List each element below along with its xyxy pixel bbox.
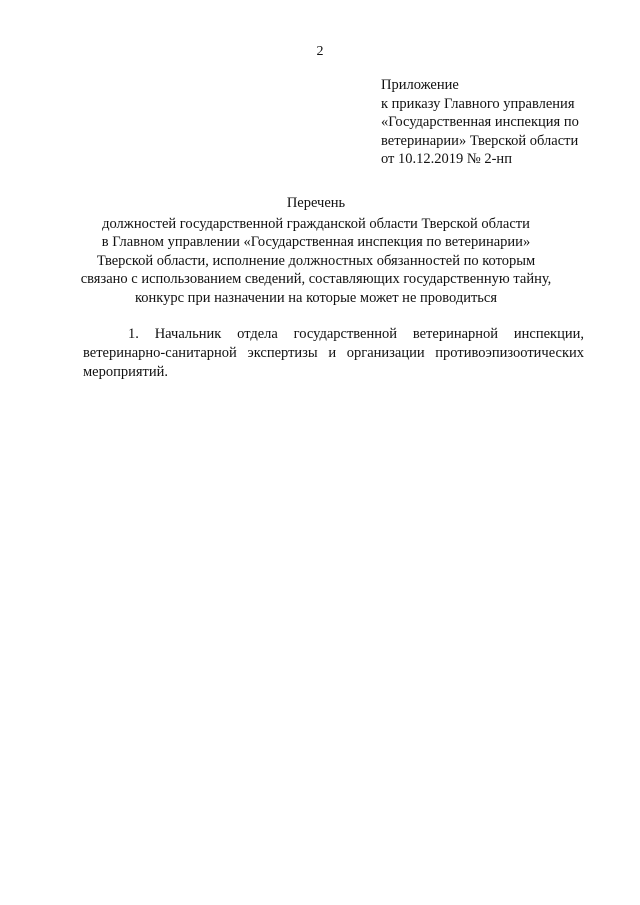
positions-list [83,325,584,382]
title-line: должностей государственной гражданской области Тверской области [102,215,530,232]
title-line: связано с использованием сведений, составляющих государственную тайну, [80,271,552,287]
title-line: конкурс при назначении на которые может не проводиться [134,289,498,306]
document-title [60,194,572,307]
appendix-line: от 10.12.2019 № 2-нп [381,151,512,167]
appendix-line: к приказу Главного управления [381,95,575,112]
page-number: 2 [316,44,324,59]
list-item: 1. Начальник отдела государственной ветеринарной инспекции, ветеринарно-санитарной экспертизы и организации противоэпизоотических мероприятий. [83,326,584,380]
title-line: Тверской области, исполнение должностных обязанностей по которым [96,252,536,269]
appendix-line: «Государственная инспекция по [381,114,579,130]
title-line: в Главном управлении «Государственная инспекция по ветеринарии» [101,234,531,250]
appendix-block [381,76,631,169]
appendix-line: Приложение [381,77,459,93]
title-heading: Перечень [286,195,346,211]
appendix-line: ветеринарии» Тверской области [381,132,579,149]
